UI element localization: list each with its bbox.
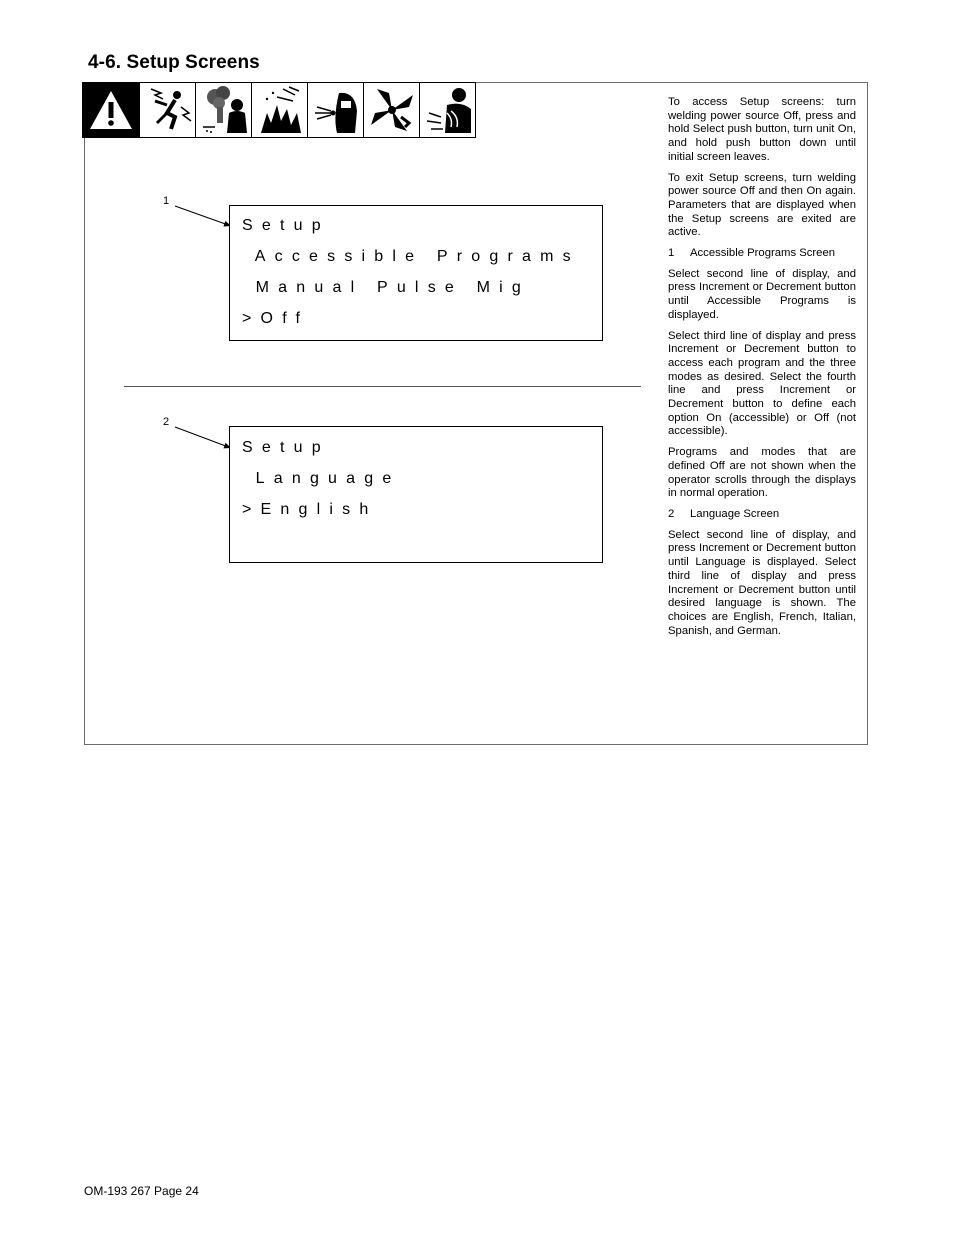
lcd-line-2: Language [242, 470, 401, 487]
lcd-line-1: Setup [242, 217, 330, 234]
callout-number-2: 2 [163, 416, 170, 428]
exit-paragraph: To exit Setup screens, turn welding power source Off and then On again. Parameters that are displayed when the Setup screens are exited are active. [668, 171, 856, 239]
arc-rays-icon [307, 83, 363, 137]
lcd-line-3: Manual Pulse Mig [242, 279, 531, 296]
screen-divider [124, 386, 641, 387]
flying-metal-icon [419, 83, 475, 137]
warning-triangle-icon [83, 83, 139, 137]
lcd-line-3: >English [242, 501, 378, 518]
section-title: 4-6. Setup Screens [88, 52, 260, 73]
item-2-caption [668, 508, 856, 522]
item-1-paragraph-3: Programs and modes that are defined Off are not shown when the operator scrolls through the displays in normal operation. [668, 446, 856, 500]
item-2-number: 2 [668, 507, 675, 520]
item-2-title: Language Screen [690, 507, 780, 520]
language-screen [229, 426, 603, 563]
item-2-paragraph-1: Select second line of display, and press Increment or Decrement button until Language is displayed. Select third line of display and press Increment or Decrement button until desired language is shown. The choices are English, French, Italian, Spanish, and German. [668, 528, 856, 637]
page-footer: OM-193 267 Page 24 [84, 1184, 199, 1198]
item-1-title: Accessible Programs Screen [690, 247, 836, 260]
accessible-programs-screen [229, 205, 603, 341]
instructions-column [668, 96, 856, 645]
item-1-number: 1 [668, 247, 675, 260]
lcd-line-1: Setup [242, 439, 330, 456]
fire-sparks-icon [251, 83, 307, 137]
item-1-paragraph-1: Select second line of display, and press Increment or Decrement button until Accessible Programs is displayed. [668, 267, 856, 321]
hazard-icon-strip [82, 82, 476, 138]
fumes-gases-icon [195, 83, 251, 137]
lcd-line-2: Accessible Programs [242, 248, 580, 265]
moving-parts-icon [363, 83, 419, 137]
item-1-paragraph-2: Select third line of display and press Increment or Decrement button to access each program and the three modes as desired. Select the fourth line and press Increment or Decrement button to define each option On (accessible) or Off (not accessible). [668, 329, 856, 438]
intro-paragraph: To access Setup screens: turn welding power source Off, press and hold Select push button, turn unit On, and hold push button down until initial screen leaves. [668, 96, 856, 163]
item-1-caption [668, 247, 856, 261]
callout-number-1: 1 [163, 195, 170, 207]
electric-shock-icon [139, 83, 195, 137]
lcd-line-4: >Off [242, 310, 310, 327]
